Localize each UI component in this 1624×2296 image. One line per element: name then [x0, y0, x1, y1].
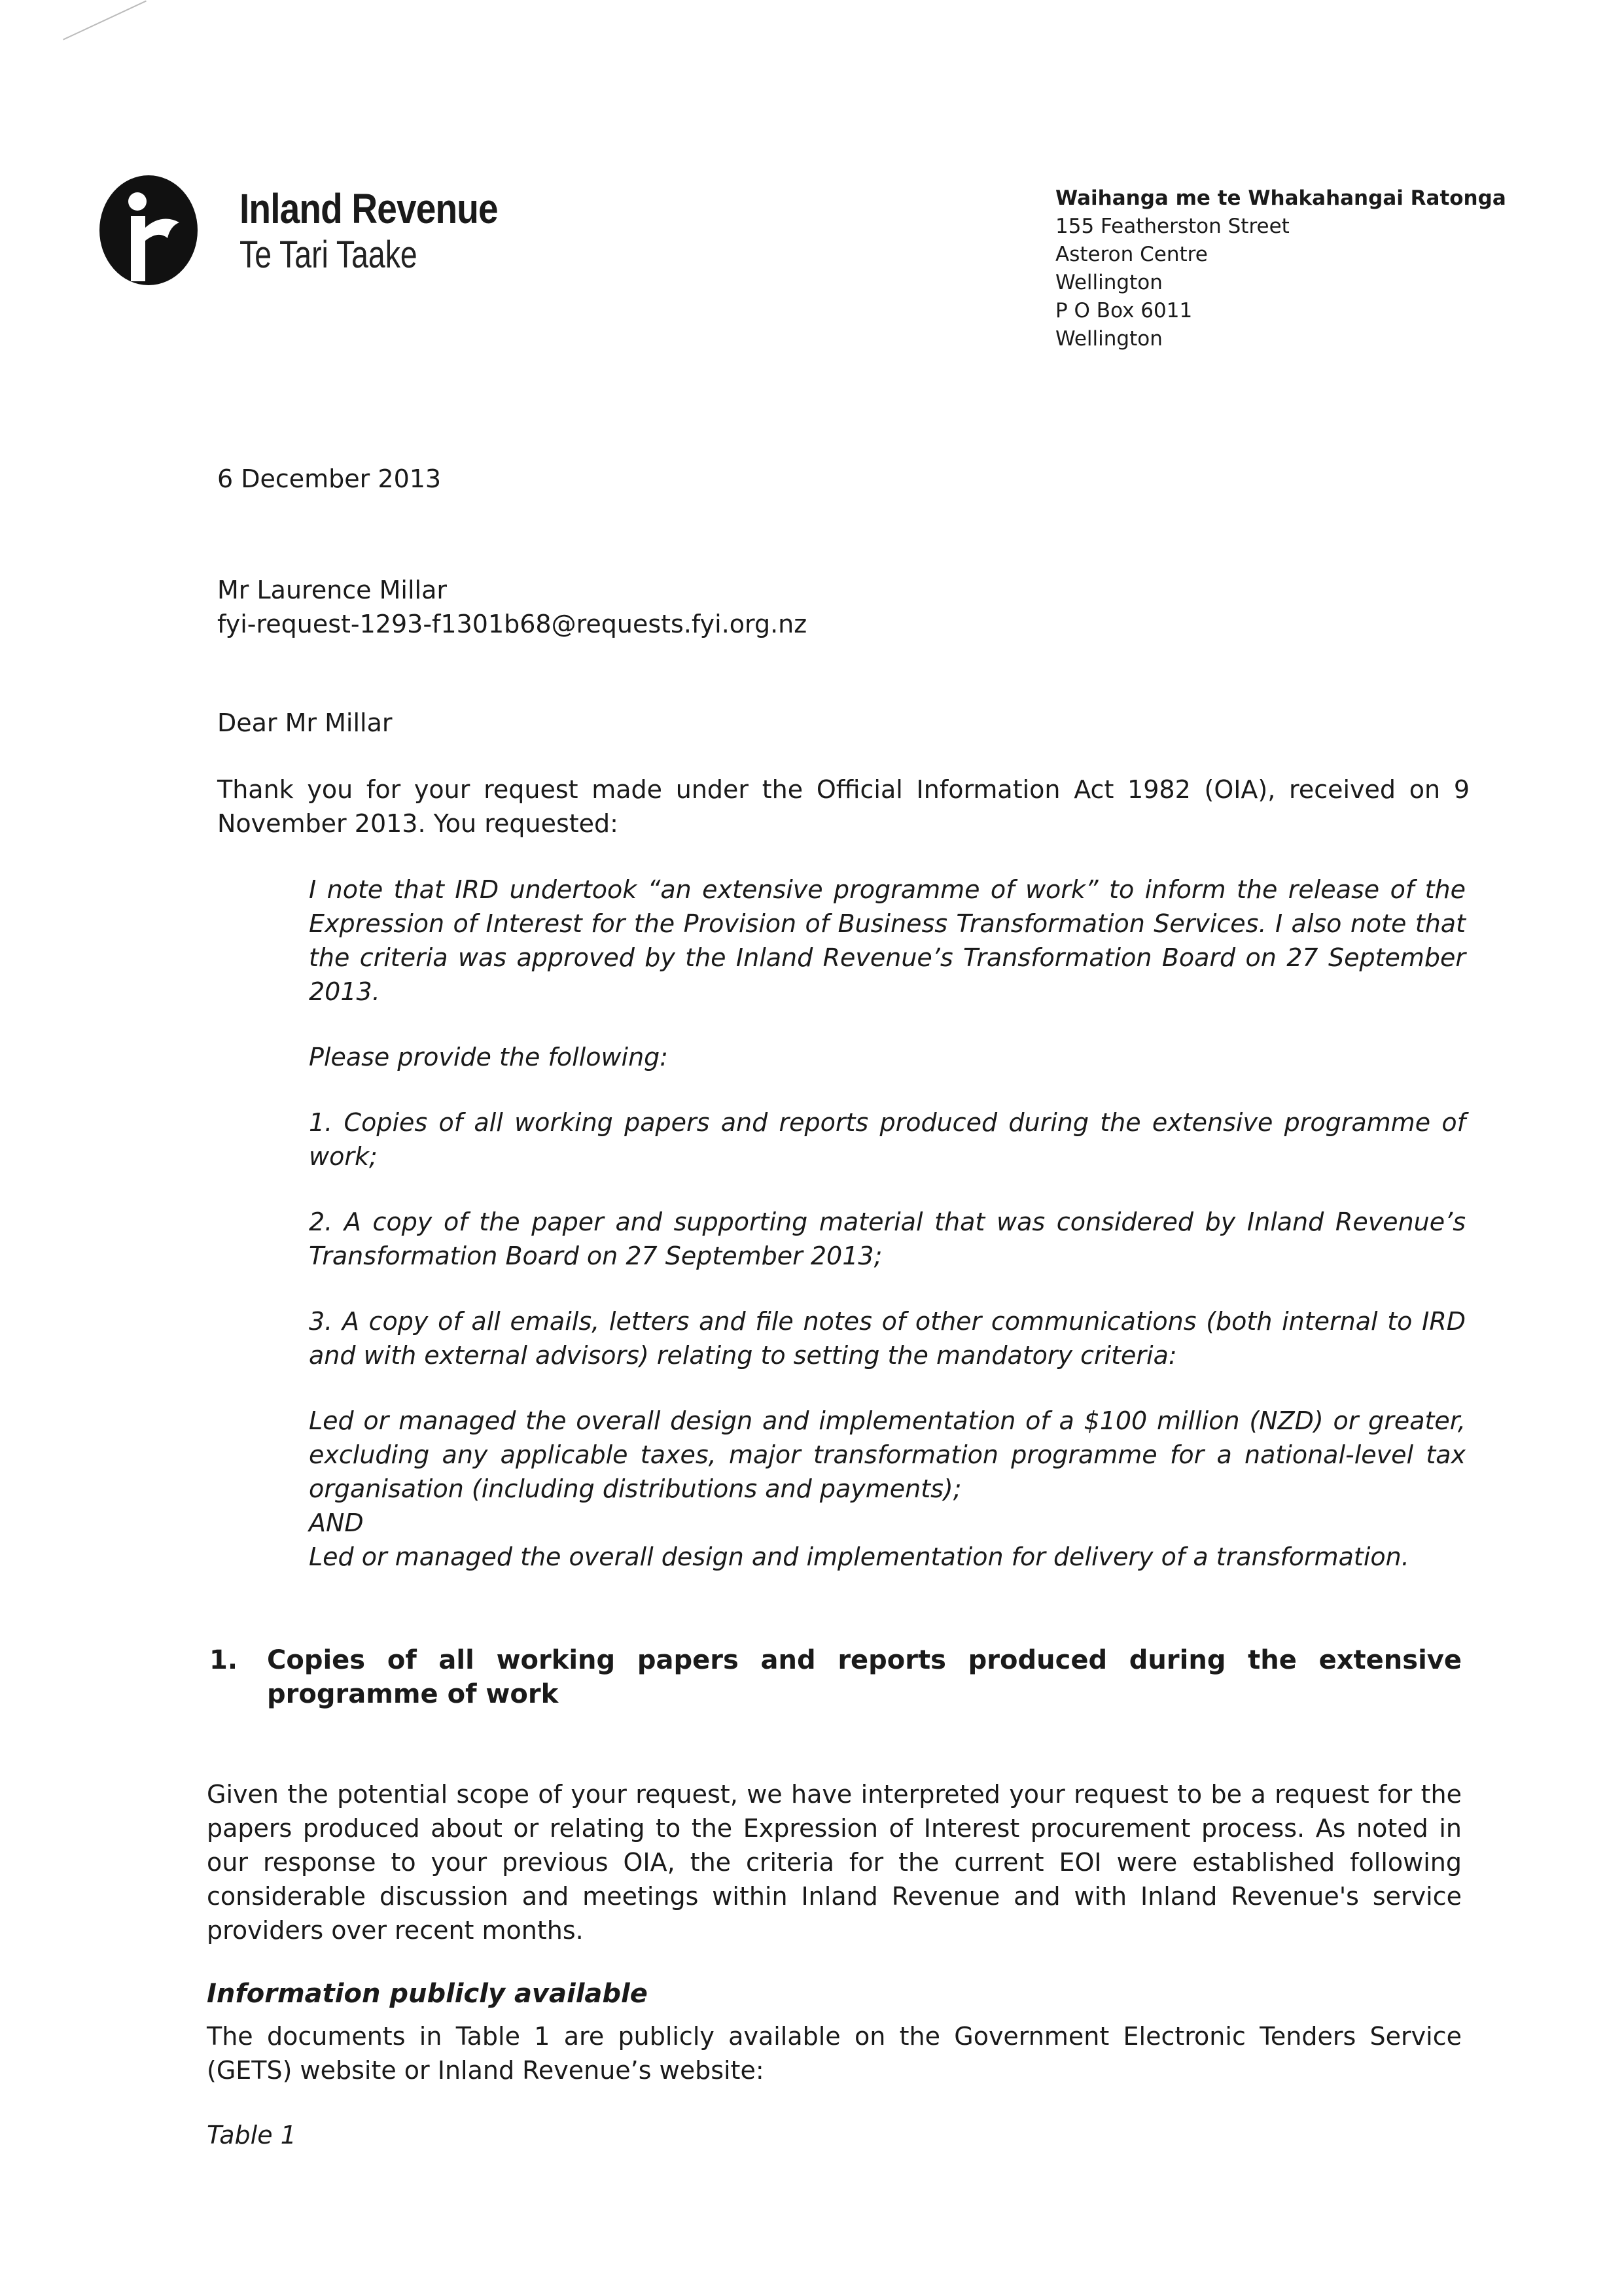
- quote-item: 2. A copy of the paper and supporting material that was considered by Inland Revenue’s Transformation Board on 27 September 2013;: [309, 1208, 1466, 1270]
- logo-name: Inland Revenue: [239, 185, 498, 232]
- address-unit: Waihanga me te Whakahangai Ratonga: [1055, 186, 1506, 210]
- address-line: 155 Featherston Street: [1055, 215, 1290, 238]
- address-line: P O Box 6011: [1055, 299, 1193, 322]
- recipient-email: fyi-request-1293-f1301b68@requests.fyi.org.nz: [217, 610, 807, 638]
- address-line: Wellington: [1055, 327, 1163, 351]
- criteria-text: Led or managed the overall design and implementation for delivery of a transformation.: [309, 1542, 1409, 1571]
- quote-paragraph: I note that IRD undertook “an extensive programme of work” to inform the release of the Expression of Interest for the Provision of Business Transformation Services. I also note that the criteria was approved by the Inland Revenue’s Transformation Board on 27 September 2013.: [309, 875, 1466, 1006]
- quote-paragraph: Please provide the following:: [309, 1043, 669, 1071]
- scan-artifact: [63, 1, 147, 41]
- section-heading: Copies of all working papers and reports produced during the extensive programme of work: [267, 1645, 1462, 1709]
- letter-date: 6 December 2013: [217, 464, 442, 493]
- quote-item: 3. A copy of all emails, letters and file notes of other communications (both internal to IRD and with external advisors) relating to setting the mandatory criteria:: [309, 1307, 1466, 1370]
- public-info-paragraph: The documents in Table 1 are publicly available on the Government Electronic Tenders Service (GETS) website or Inland Revenue’s website:: [207, 2022, 1462, 2085]
- recipient-block: [217, 573, 807, 641]
- intro-paragraph: Thank you for your request made under the Official Information Act 1982 (OIA), received on 9 November 2013. You requested:: [217, 775, 1470, 838]
- recipient-name: Mr Laurence Millar: [217, 576, 447, 604]
- ir-logo-icon: [99, 175, 198, 285]
- quote-item: 1. Copies of all working papers and reports produced during the extensive programme of work;: [309, 1108, 1466, 1171]
- section-number: 1.: [209, 1645, 238, 1675]
- table-caption: Table 1: [207, 2121, 296, 2149]
- criteria-and: AND: [309, 1508, 364, 1537]
- scope-paragraph: Given the potential scope of your request, we have interpreted your request to be a request for the papers produced about or relating to the Expression of Interest procurement process. As noted in our response to your previous OIA, the criteria for the current EOI were established following considerable discussion and meetings within Inland Revenue and with Inland Revenue's service providers over recent months.: [207, 1780, 1462, 1945]
- criteria-text: Led or managed the overall design and implementation of a $100 million (NZD) or greater, excluding any applicable taxes, major transformation programme for a national-level tax organisation (including distributions and payments);: [309, 1406, 1466, 1503]
- salutation: Dear Mr Millar: [217, 708, 393, 737]
- subheading: Information publicly available: [207, 1979, 648, 2009]
- sender-address: [1055, 184, 1506, 353]
- address-line: Asteron Centre: [1055, 243, 1208, 266]
- address-line: Wellington: [1055, 271, 1163, 294]
- logo-subtitle: Te Tari Taake: [239, 234, 417, 276]
- request-quote: [309, 873, 1466, 1574]
